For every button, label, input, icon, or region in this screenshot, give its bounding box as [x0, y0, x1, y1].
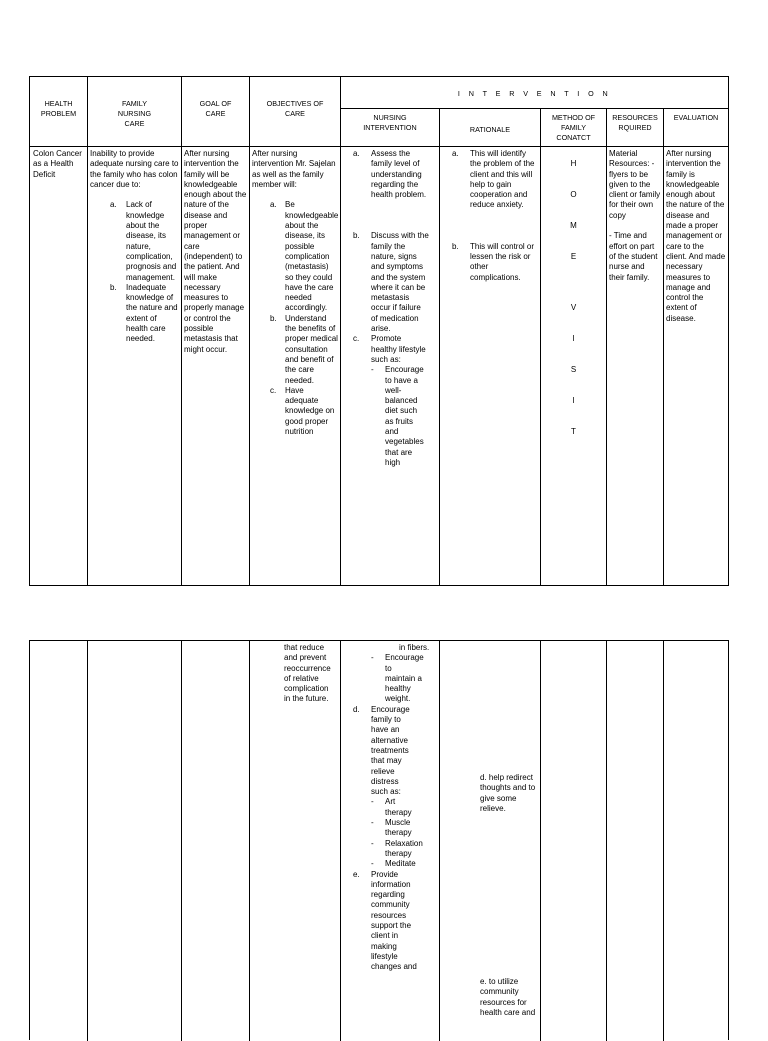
sub-list-item: [343, 839, 437, 860]
column-divider: [540, 641, 541, 1041]
list-text: Art therapy: [385, 797, 412, 817]
method-letter: O: [570, 190, 577, 200]
list-marker: -: [371, 859, 374, 869]
resources-cell: [607, 147, 663, 285]
list-marker: b.: [270, 313, 277, 323]
objectives-intro: After nursing intervention Mr. Sajelan as well as the family member will:: [252, 149, 336, 189]
sub-list-item: [343, 818, 437, 839]
list-marker: d.: [353, 704, 360, 714]
method-letter: S: [570, 365, 577, 375]
header-family-nursing-care: FAMILY NURSING CARE: [117, 99, 152, 128]
intervention-continued-cell: [341, 641, 439, 975]
list-item: [90, 200, 179, 282]
column-divider: [439, 641, 440, 1041]
care-plan-table-page-1: [29, 76, 729, 586]
list-marker: a.: [110, 200, 117, 210]
material-resources: Material Resources: - flyers to be given to the client or family for their own copy: [609, 149, 661, 220]
list-marker: a.: [452, 149, 459, 158]
method-letter: I: [572, 396, 575, 406]
header-evaluation: EVALUATION: [673, 113, 719, 122]
list-text: This will control or lessen the risk or other complications.: [470, 241, 535, 282]
column-divider: [249, 641, 250, 1041]
rationale-cell: [440, 147, 540, 285]
list-text: Have adequate knowledge on good proper nutrition: [285, 385, 335, 437]
list-item: [252, 200, 338, 313]
list-marker: c.: [353, 334, 360, 344]
list-text: Lack of knowledge about the disease, its nature, complication, prognosis and management.: [126, 200, 177, 282]
list-item: [442, 149, 538, 211]
objectives-continued-cell: that reduce and prevent reoccurrence of relative complication in the future.: [284, 643, 331, 704]
method-letter: V: [570, 303, 577, 313]
list-marker: -: [371, 365, 374, 375]
sub-list-item: [343, 365, 437, 468]
column-divider: [87, 641, 88, 1041]
health-problem-cell: Colon Cancer as a Health Deficit: [33, 149, 82, 179]
header-nursing-intervention: NURSING INTERVENTION: [363, 113, 417, 132]
header-method-of-family-contact: METHOD OF FAMILY CONATCT: [551, 113, 596, 142]
list-text: Understand the benefits of proper medical consultation and benefit of the care needed.: [285, 313, 338, 385]
intervention-title: I N T E R V E N T I O N: [457, 89, 612, 98]
list-item: [252, 386, 338, 437]
list-marker: -: [371, 797, 374, 807]
list-text: Inadequate knowledge of the nature and extent of health care needed.: [126, 282, 178, 344]
list-text: Discuss with the family the nature, signs and symptoms and the system where it can be metastasis occur if failure of medication arise.: [371, 231, 429, 334]
sub-list-item: [343, 653, 437, 704]
list-text: Assess the family level of understanding regarding the health problem.: [371, 149, 427, 200]
method-of-contact-cell: [541, 147, 606, 439]
rationale-e-cell: e. to utilize community resources for health care and: [480, 977, 536, 1017]
list-item: [343, 231, 437, 334]
method-letter: E: [570, 251, 577, 261]
family-nursing-care-cell: [88, 147, 181, 347]
list-marker: b.: [353, 231, 360, 241]
header-resources-required: RESOURCES RQUIRED: [612, 113, 658, 132]
evaluation-cell: After nursing intervention the family is knowledgeable enough about the nature of the disease and made a proper management or care to the client. And made necessary measures to manage and control the extent of disease.: [666, 149, 726, 323]
sub-list-item: [343, 797, 437, 818]
list-marker: a.: [353, 149, 360, 158]
family-nursing-care-intro: Inability to provide adequate nursing care to the family who has colon cancer due to:: [90, 149, 179, 189]
list-item: [90, 283, 179, 345]
method-letter: H: [570, 159, 577, 169]
list-text: Provide information regarding community resources support the client in making lifestyle changes and: [371, 869, 417, 972]
list-text: Meditate: [385, 859, 416, 869]
header-health-problem: HEALTH PROBLEM: [40, 99, 77, 118]
list-marker: b.: [110, 282, 117, 292]
list-item: [343, 705, 437, 798]
list-text: Be knowledgeable about the disease, its possible complication (metastasis) so they could have the care needed accordingly.: [285, 200, 339, 313]
row-divider: [340, 108, 728, 109]
list-marker: -: [371, 838, 374, 848]
goal-of-care-cell: After nursing intervention the family will be knowledgeable enough about the nature of the disease and proper management or care (independent) to the patient. And will make necessary measures to properly manage or control the possible metastasis that might occur.: [184, 149, 247, 354]
rationale-d-cell: d. help redirect thoughts and to give some relieve.: [480, 773, 536, 813]
header-objectives-of-care: OBJECTIVES OF CARE: [266, 99, 324, 118]
list-text: This will identify the problem of the client and this will help to gain cooperation and reduce anxiety.: [470, 149, 535, 210]
header-rationale: RATIONALE: [469, 125, 511, 134]
continued-line: in fibers.: [399, 643, 430, 652]
list-marker: -: [371, 653, 374, 663]
list-marker: -: [371, 818, 374, 828]
list-text: Encourage to maintain a healthy weight.: [385, 653, 424, 704]
list-marker: b.: [452, 241, 459, 251]
method-letter: M: [570, 221, 577, 231]
sub-list-item: [343, 859, 437, 869]
list-item: [343, 870, 437, 973]
objectives-of-care-cell: [250, 147, 340, 439]
column-divider: [663, 641, 664, 1041]
list-text: Encourage family to have an alternative treatments that may relieve distress such as:: [371, 704, 410, 797]
method-letter: T: [571, 427, 576, 437]
list-text: Relaxation therapy: [385, 838, 423, 858]
list-text: Muscle therapy: [385, 818, 412, 838]
care-plan-table-page-2: [29, 640, 729, 1040]
list-item: [252, 314, 338, 386]
column-divider: [606, 641, 607, 1041]
list-marker: a.: [270, 200, 277, 210]
column-divider: [181, 641, 182, 1041]
list-item: [343, 149, 437, 200]
method-letter: I: [572, 334, 575, 344]
nursing-intervention-cell: [341, 147, 439, 470]
list-marker: c.: [270, 385, 277, 395]
list-text: Promote healthy lifestyle such as:: [371, 334, 426, 364]
list-marker: e.: [353, 869, 360, 879]
time-resources: - Time and effort on part of the student nurse and their family.: [609, 231, 658, 282]
header-goal-of-care: GOAL OF CARE: [199, 99, 232, 118]
list-item: [343, 334, 437, 365]
list-text: Encourage to have a well-balanced diet such as fruits and vegetables that are high: [385, 365, 424, 467]
list-item: [442, 242, 538, 283]
